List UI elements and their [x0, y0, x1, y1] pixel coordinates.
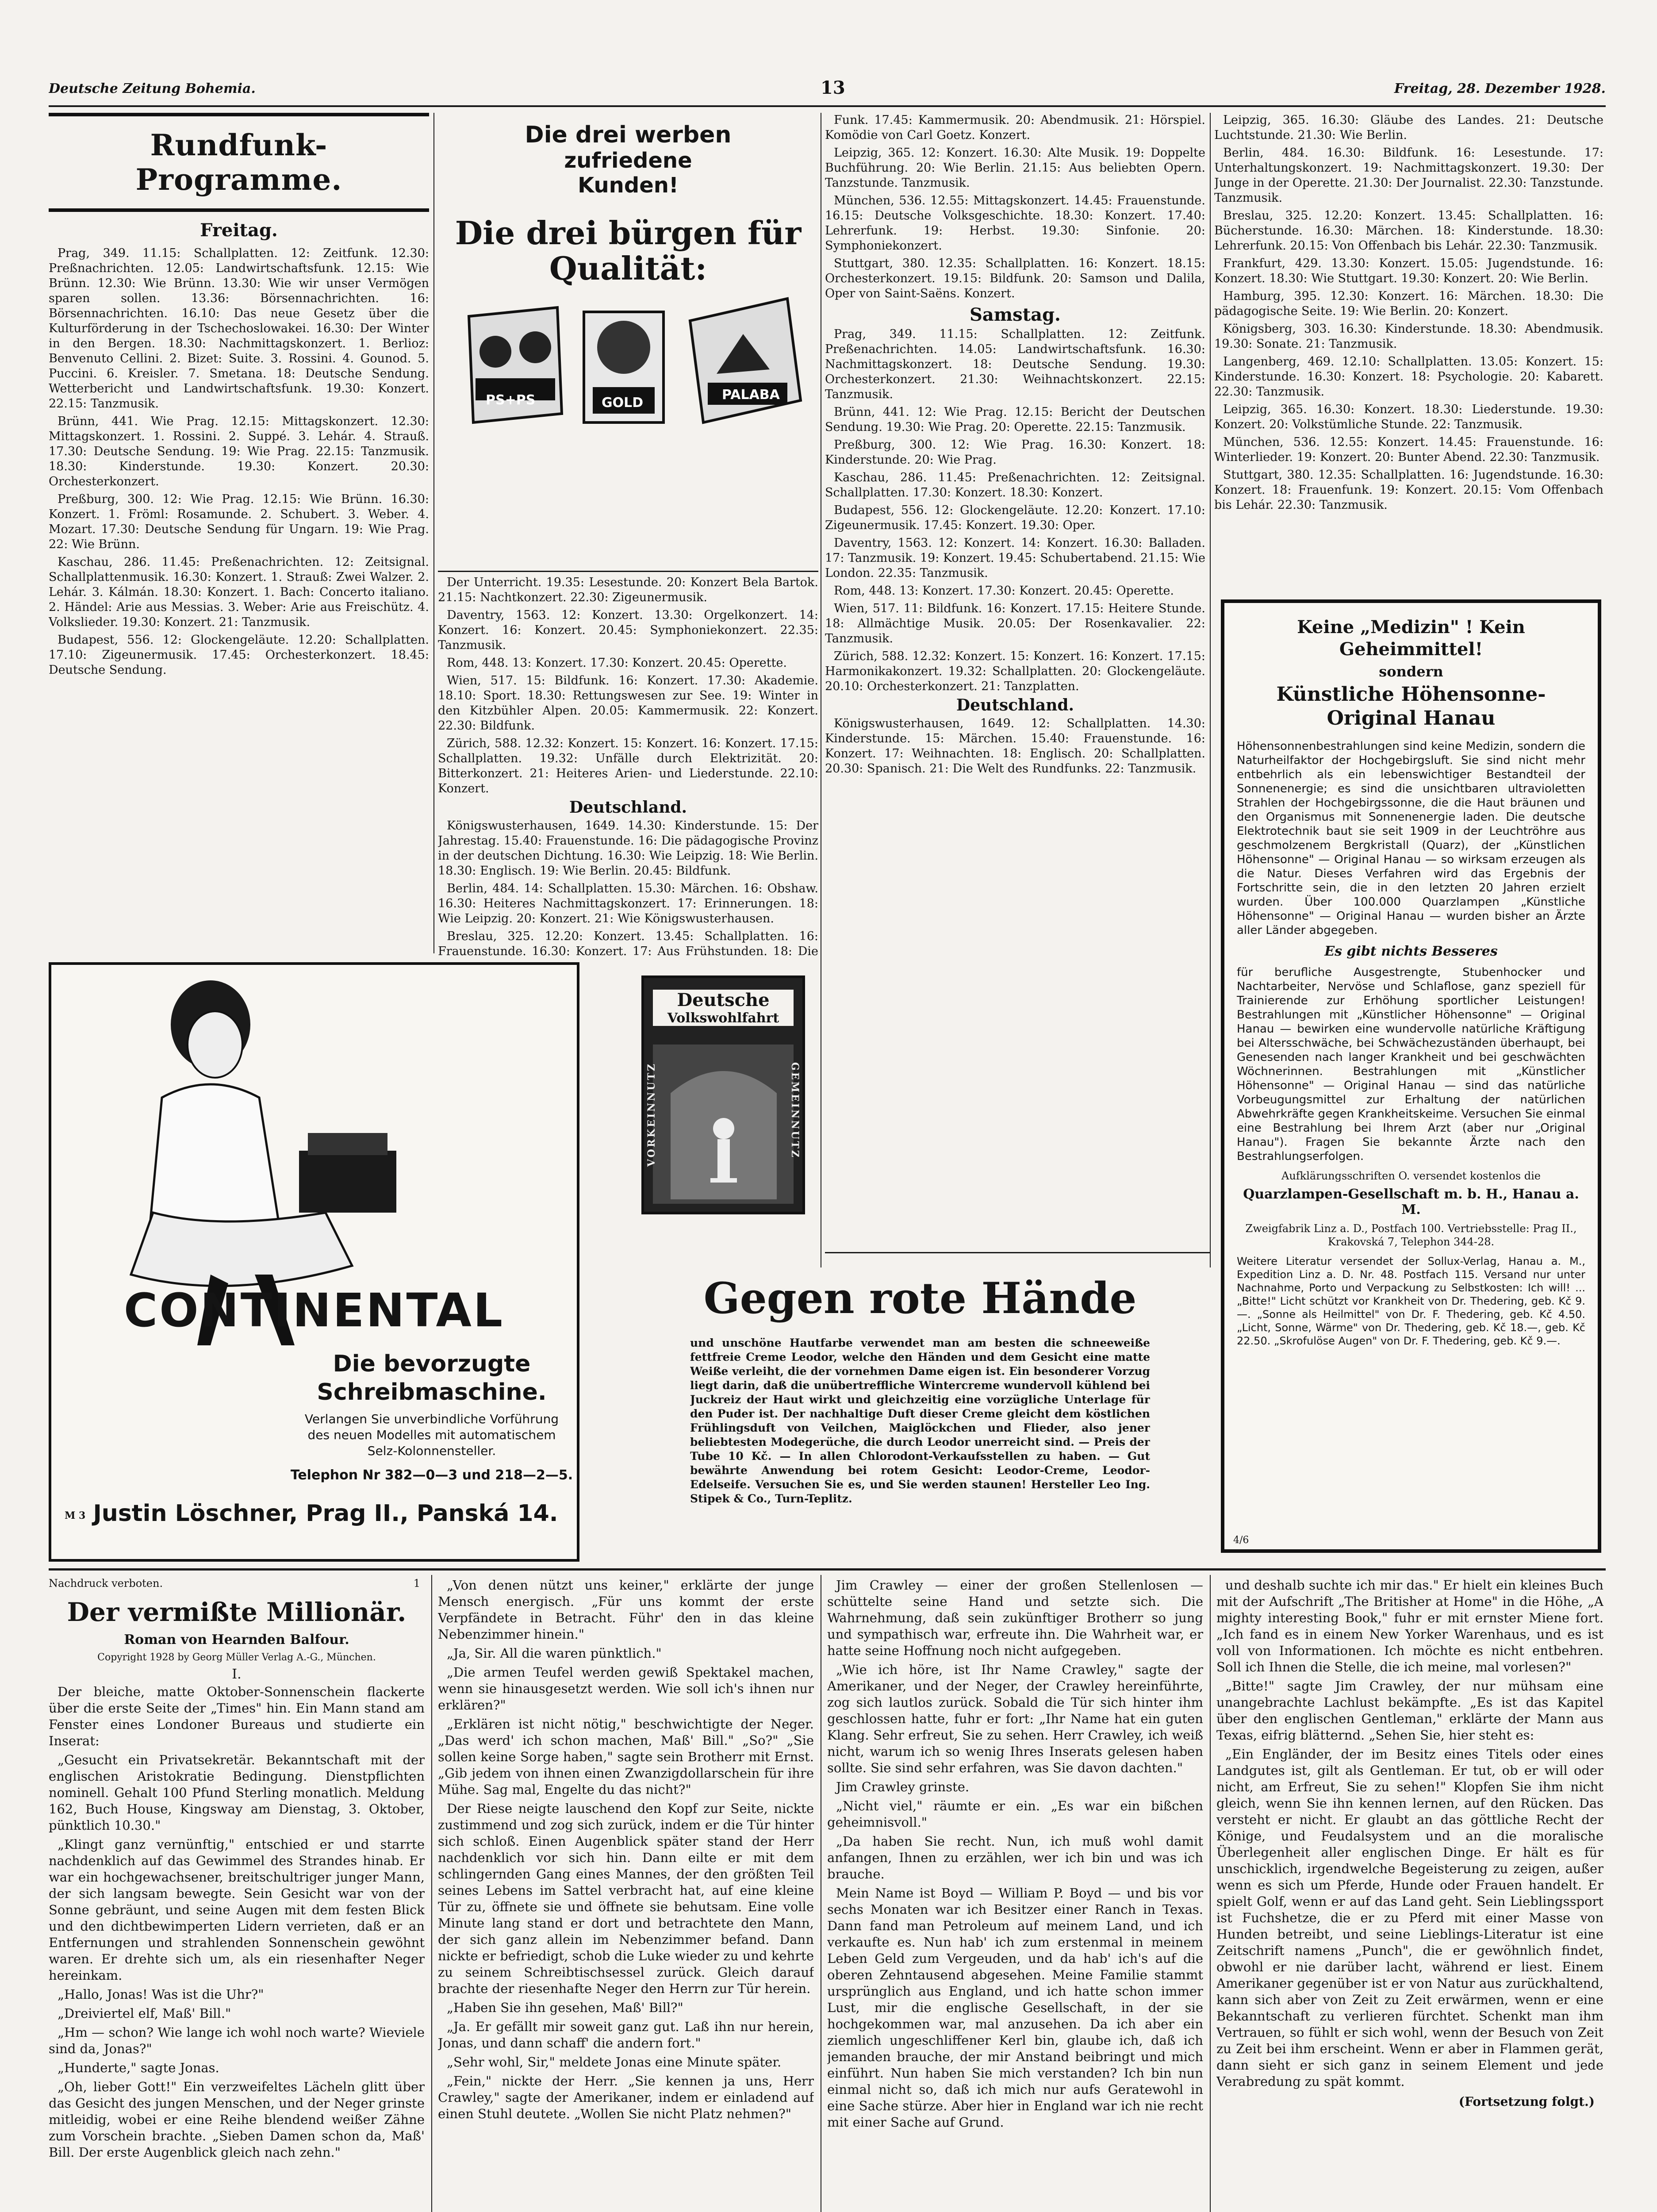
- novel-paragraph: „Hallo, Jonas! Was ist die Uhr?": [58, 1987, 264, 2002]
- novel-paragraph: „Oh, lieber Gott!" Ein verzweifeltes Lächeln glitt über das Gesicht des jungen Menschen, und der Neger grinste mitleidig, wobei er eine Reihe blendend weißer Zähne zum Vorschein brachte. „Sieben Damen schon da, Maß' Bill. Der erste Augenblick gleich nach zehn.": [49, 2079, 425, 2160]
- radio-entry: Budapest, 556. 12: Glockengeläute. 12.20: Schallplatten. 17.10: Zigeunermusik. 17.45: Orchesterkonzert. 18.45: Deutsche Sendung.: [49, 633, 429, 677]
- radio-entry: Zürich, 588. 12.32: Konzert. 15: Konzert. 16: Konzert. 17.15: Harmonikakonzert. 19.32: Schallplatten. 20: Glockengeläute. 20.10: Orchesterkonzert. 21: Tanzplatten.: [825, 649, 1205, 693]
- novel-paragraph: „Hm — schon? Wie lange ich wohl noch warte? Wieviele sind da, Jonas?": [49, 2025, 425, 2056]
- typewriter-sub-1: Verlangen Sie unverbindliche Vorführung: [304, 1412, 559, 1426]
- novel-paragraph: „Wie ich höre, ist Ihr Name Crawley," sagte der Amerikaner, und der Neger, der Crawley hereinführte, zog sich lautlos zurück. Sobald die Tür sich hinter ihm geschlossen hatte, fuhr er fort: „Ihr Name hat ein guten Klang. Sehr erfreut, Sie zu sehen. Herr Crawley, ich weiß nicht, warum ich so wenig Ihres Inserats gelesen haben sollte. Sie sind sehr erfahren, was Sie davon dachten.": [827, 1662, 1203, 1775]
- tea-ad-line-1: Die drei werben: [525, 122, 732, 148]
- radio-entry: Leipzig, 365. 16.30: Gläube des Landes. 21: Deutsche Luchtstunde. 21.30: Wie Berlin.: [1214, 113, 1603, 142]
- hands-ad-title: Gegen rote Hände: [703, 1274, 1137, 1323]
- novel-paragraph: „Von denen nützt uns keiner," erklärte der junge Mensch energisch. „Für uns kommt der erste Verpfändete in Betracht. Führ' den in das kleine Nebenzimmer hinein.": [438, 1578, 814, 1642]
- sun-ad-body: Höhensonnenbestrahlungen sind keine Medizin, sondern die Naturheilfaktor der Hochgebirgsluft. Sie sind nicht mehr entbehrlich als ein lebenswichtiger Bestandteil der Sonnenenergie; es sind die unsichtbaren ultravioletten Strahlen der Hochgebirgssonne, die die Haut bräunen und den Organismus mit Sonnenenergie laden. Die deutsche Elektrotechnik baut sie seit 1909 in der Leuchtröhre aus geschmolzenem Bergkristall (Quarz), der „Künstlichen Höhensonne" — Original Hanau — so wirksam erzeugen als die Natur. Dieses Verfahren wird das Ergebnis der Fortschritte sein, die in den letzten 20 Jahren erzielt wurden. Über 100.000 Quarzlampen „Künstliche Höhensonne" — Original Hanau — wurden bisher an Ärzte aller Länder abgegeben.: [1237, 740, 1585, 937]
- radio-entry: Der Unterricht. 19.35: Lesestunde. 20: Konzert Bela Bartok. 21.15: Nachtkonzert. 22.30: Zigeunermusik.: [438, 576, 818, 604]
- sun-ad-request: Aufklärungsschriften O. versendet kostenlos die: [1281, 1170, 1541, 1182]
- novel-paragraph: Der bleiche, matte Oktober-Sonnenschein flackerte über die erste Seite der „Times" hin. Ein Mann stand am Fenster eines Londoner Bureaus und studierte ein Inserat:: [49, 1684, 425, 1748]
- column-divider: [431, 1575, 432, 2212]
- sun-ad-product-name: Künstliche Höhensonne-Original Hanau: [1276, 683, 1546, 730]
- radio-entry: Königswusterhausen, 1649. 14.30: Kinderstunde. 15: Der Jahrestag. 15.40: Frauenstunde. 16: Die pädagogische Provinz in der deutschen Dichtung. 16.30: Wie Leipzig. 18: Wie Berlin. 18.30: Englisch. 19: Wie Berlin. 20.45: Bildfunk.: [438, 819, 818, 878]
- radio-entry: Preßburg, 300. 12: Wie Prag. 12.15: Wie Brünn. 16.30: Konzert. 1. Fröml: Rosamunde. 2. Schubert. 3. Weber. 4. Mozart. 17.30: Deutsche Sendung für Ungarn. 19: Wie Prag. 22: Wie Brünn.: [49, 492, 429, 551]
- page-header: [49, 77, 1606, 104]
- column-divider: [1210, 1575, 1211, 2212]
- novel-paragraph: „Klingt ganz vernünftig," entschied er und starrte nachdenklich auf das Gewimmel des Strandes hinab. Er war ein hochgewachsener, breitschultriger junger Mann, der sich langsam bewegte. Sein Gesicht war von der Sonne gebräunt, und seine Augen mit dem festen Blick und den dichtbewimperten Lidern verrieten, daß er an Entfernungen und strahlenden Sonnenschein gewöhnt waren. Er drehte sich um, als ein riesenhafter Neger hereinkam.: [49, 1837, 425, 1983]
- tea-package-1-label: PS+PS: [486, 392, 536, 408]
- radio-entry: Daventry, 1563. 12: Konzert. 14: Konzert. 16.30: Balladen. 17: Tanzmusik. 19: Konzert. 19.45: Schubertabend. 21.15: Wie London. 22.35: Tanzmusik.: [825, 536, 1205, 580]
- novel-paragraph: Der Riese neigte lauschend den Kopf zur Seite, nickte zustimmend und zog sich zurück, indem er die Tür hinter sich schloß. Einen Augenblick später stand der Herr nachdenklich vor sich hin. Dann eilte er mit dem schlingernden Gang eines Mannes, der den größten Teil seines Lebens im Sattel verbracht hat, auf eine kleine Tür zu, öffnete sie und öffnete sie behutsam. Eine volle Minute lang stand er dort und betrachtete den Mann, der sich ganz allein im Nebenzimmer befand. Dann nickte er befriedigt, schob die Luke wieder zu und kehrte zu seinem Schreibtischsessel zurück. Gleich darauf brachte der riesenhafte Neger den Herrn zur Tür herein.: [438, 1801, 814, 1996]
- sun-ad-literature: Weitere Literatur versendet der Sollux-Verlag, Hanau a. M., Expedition Linz a. D. Nr. 48. Postfach 115. Versand nur unter Nachnahme, Porto und Verpackung zu Selbstkosten: Ich will! ... „Bitte!" Licht schützt vor Krankheit von Dr. Thedering, geb. Kč 9.—. „Sonne als Heilmittel" von Dr. F. Thedering, geb. Kč 4.50. „Licht, Sonne, Wärme" von Dr. Thedering, geb. Kč 18.—, geb. Kč 22.50. „Skrofulöse Augen" von Dr. F. Thedering, geb. Kč 9.—.: [1237, 1255, 1585, 1347]
- novel-copyright: Copyright 1928 by Georg Müller Verlag A.-G., München.: [97, 1652, 376, 1663]
- novel-subtitle: Roman von Hearnden Balfour.: [124, 1632, 349, 1647]
- novel-paragraph: „Fein," nickte der Herr. „Sie kennen ja uns, Herr Crawley," sagte der Amerikaner, indem er einladend auf einen Stuhl deutete. „Wollen Sie nicht Platz nehmen?": [438, 2074, 814, 2121]
- radio-entry: Wien, 517. 15: Bildfunk. 16: Konzert. 17.30: Akademie. 18.10: Sport. 18.30: Rettungswesen zur See. 19: Winter in den Kitzbühler Alpen. 20.05: Kammermusik. 22: Konzert. 22.30: Bildfunk.: [438, 674, 818, 733]
- radio-entry: Berlin, 484. 16.30: Bildfunk. 16: Lesestunde. 17: Unterhaltungskonzert. 19: Nachmittagskonzert. 19.30: Der Junge in der Operette. 21.30: Der Journalist. 22.30: Tanzstunde. Tanzmusik.: [1214, 146, 1603, 205]
- novel-paragraph: „Ja. Er gefällt mir soweit ganz gut. Laß ihn nur herein, Jonas, und dann schaff' die andern fort.": [438, 2019, 814, 2051]
- radio-entry: Brünn, 441. 12: Wie Prag. 12.15: Bericht der Deutschen Sendung. 19.30: Wie Prag. 20: Operette. 22.15: Tanzmusik.: [825, 405, 1205, 434]
- poster-side-text-left: VORKEINNUTZ: [646, 1062, 657, 1167]
- tea-package-3-label: PALABA: [722, 387, 780, 403]
- sun-lamp-advertisement: [1221, 599, 1601, 1553]
- novel-paragraph: „Bitte!" sagte Jim Crawley, der nur mühsam eine unangebrachte Lachlust bekämpfte. „Es ist das Kapitel über den englischen Gentleman," erklärte der Mann aus Texas, eifrig blätternd. „Sehen Sie, hier steht es:: [1216, 1678, 1603, 1743]
- novel-paragraph: „Erklären ist nicht nötig," beschwichtigte der Neger. „Das werd' ich schon machen, Maß' Bill." „So?" „Sie sollen keine Sorge haben," sagte sein Brotherr mit Ernst. „Gib jedem von ihnen einen Zwanzigdollarschein für ihre Mühe. Sag mal, Engelte du das nicht?": [438, 1717, 814, 1797]
- novel-installment-number: 1: [413, 1577, 420, 1590]
- radio-day-heading-friday: Freitag.: [200, 220, 278, 241]
- tea-ad-headline: Die drei bürgen für Qualität:: [455, 214, 802, 287]
- radio-column-2: [438, 575, 818, 960]
- novel-chapter: I.: [232, 1667, 242, 1682]
- radio-entry: Rom, 448. 13: Konzert. 17.30: Konzert. 20.45: Operette.: [834, 584, 1174, 598]
- radio-listing: [49, 246, 429, 678]
- novel-paragraph: „Sehr wohl, Sir," meldete Jonas eine Minute später.: [447, 2055, 782, 2070]
- poster-side-text-right: GEMEINNUTZ: [789, 1062, 801, 1159]
- radio-entry: Wien, 517. 11: Bildfunk. 16: Konzert. 17.15: Heitere Stunde. 18: Allmächtige Musik. 20.05: Der Rosenkavalier. 22: Tanzmusik.: [825, 602, 1205, 645]
- typewriter-dealer: Justin Löschner, Prag II., Panská 14.: [93, 1500, 558, 1527]
- sun-ad-branch: Zweigfabrik Linz a. D., Postfach 100. Vertriebsstelle: Prag II., Krakovská 7, Telephon 344-28.: [1245, 1222, 1577, 1248]
- tea-package-3: [690, 299, 801, 422]
- radio-entry: Rom, 448. 13: Konzert. 17.30: Konzert. 20.45: Operette.: [447, 656, 787, 670]
- novel-column-3: [827, 1577, 1203, 2212]
- hands-cream-advertisement: [690, 1274, 1150, 1562]
- novel-paragraph: Jim Crawley grinste.: [836, 1779, 970, 1794]
- header-page-number: 13: [821, 77, 845, 98]
- novel-column-4: [1216, 1577, 1603, 2212]
- radio-entry: Berlin, 484. 14: Schallplatten. 15.30: Märchen. 16: Obshaw. 16.30: Heiteres Nachmittagskonzert. 17: Erinnerungen. 18: Wie Leipzig. 20: Konzert. 21: Wie Königswusterhausen.: [438, 882, 818, 926]
- radio-entry: Langenberg, 469. 12.10: Schallplatten. 13.05: Konzert. 15: Kinderstunde. 16.30: Konzert. 18: Psychologie. 20: Kabarett. 22.30: Tanzmusik.: [1214, 355, 1603, 399]
- header-rule: [49, 105, 1606, 107]
- column-divider: [1210, 113, 1211, 1267]
- radio-entry: Leipzig, 365. 12: Konzert. 16.30: Alte Musik. 19: Doppelte Buchführung. 20: Wie Berlin. 21.15: Aus beliebten Opern. Tanzstunde. Tanzmusik.: [825, 146, 1205, 190]
- hands-ad-body: und unschöne Hautfarbe verwendet man am besten die schneeweiße fettfreie Creme Leodor, welche den Händen und dem Gesicht eine matte Weiße verleiht, die der vornehmen Dame eigen ist. Ein besonderer Vorzug liegt darin, daß die unübertreffliche Wintercreme wundervoll kühlend bei Juckreiz der Haut wirkt und gleichzeitig eine vorzügliche Unterlage für den Puder ist. Der nachhaltige Duft dieser Creme gleicht dem köstlichen Frühlingsduft von Veilchen, Maiglöckchen und Flieder, also jener beliebtesten Modegerüche, die durch Leodor unerreicht sind. — Preis der Tube 10 Kč. — In allen Chlorodont-Verkaufsstellen zu haben. — Gut bewährte Anwendung bei rotem Gesicht: Leodor-Creme, Leodor-Edelseife. Versuchen Sie es, und Sie werden staunen! Hersteller Leo Ing. Stipek & Co., Turn-Teplitz.: [690, 1336, 1150, 1505]
- novel-column-2: [438, 1577, 814, 2212]
- sun-ad-connector: sondern: [1379, 663, 1443, 680]
- novel-paragraph: Jim Crawley — einer der großen Stellenlosen — schüttelte seine Hand und setzte sich. Die Wahrnehmung, daß sein zukünftiger Brotherr so jung und sympathisch war, erfreute ihn. Die Wahrheit war, er hatte seine Hoffnung noch nicht aufgegeben.: [827, 1578, 1203, 1658]
- novel-paragraph: „Gesucht ein Privatsekretär. Bekanntschaft mit der englischen Aristokratie Bedingung. Dienstpflichten nominell. Gehalt 100 Pfund Sterling monatlich. Meldung 162, Buch House, Kingsway am Dienstag, 3. Oktober, pünktlich 10.30.": [49, 1752, 425, 1833]
- hands-ad-top-rule: [825, 1252, 1210, 1253]
- typewriter-phone: Telephon Nr 382—0—3 und 218—2—5.: [290, 1467, 573, 1483]
- radio-entry: Kaschau, 286. 11.45: Preßenachrichten. 12: Zeitsignal. Schallplattenmusik. 16.30: Konzert. 1. Strauß: Zwei Walzer. 2. Lehár. 3. Kálmán. 18.30: Konzert. 1. Bach: Concerto italiano. 2. Händel: Arie aus Messias. 3. Weber: Arie aus Freischütz. 4. Volkslieder. 19.30: Konzert. 21: Tanzmusik.: [49, 555, 429, 629]
- header-date: Freitag, 28. Dezember 1928.: [1394, 81, 1606, 96]
- column-divider: [433, 113, 434, 953]
- radio-entry: Hamburg, 395. 12.30: Konzert. 16: Märchen. 18.30: Die pädagogische Seite. 19: Wie Berlin. 20: Konzert.: [1214, 289, 1603, 318]
- typewriter-sub-2: des neuen Modelles mit automatischem: [307, 1428, 556, 1442]
- radio-section-heading: Deutschland.: [956, 696, 1074, 714]
- radio-entry: Königswusterhausen, 1649. 12: Schallplatten. 14.30: Kinderstunde. 15: Märchen. 15.40: Frauenstunde. 16: Konzert. 17: Weihnachten. 18: Englisch. 20: Schallplatten. 20.30: Spanisch. 21: Die Welt des Rundfunks. 22: Tanzmusik.: [825, 717, 1205, 776]
- radio-column-3: [825, 113, 1205, 1245]
- tea-ad-bottom-rule: [438, 571, 818, 572]
- radio-entry: München, 536. 12.55: Konzert. 14.45: Frauenstunde. 16: Winterlieder. 19: Konzert. 20: Bunter Abend. 22.30: Tanzmusik.: [1214, 435, 1603, 464]
- tea-package-2-label: GOLD: [602, 395, 644, 411]
- feuilleton-rule: [49, 1568, 1606, 1571]
- novel-paragraph: „Da haben Sie recht. Nun, ich muß wohl damit anfangen, Ihnen zu erzählen, wer ich bin und was ich brauche.: [827, 1834, 1203, 1882]
- reprint-notice: Nachdruck verboten.: [49, 1577, 163, 1590]
- novel-paragraph: „Hunderte," sagte Jonas.: [58, 2060, 219, 2075]
- novel-paragraph: „Haben Sie ihn gesehen, Maß' Bill?": [447, 2000, 683, 2015]
- tea-ad-line-3: Kunden!: [578, 173, 679, 198]
- poster-illustration: [644, 1040, 802, 1208]
- poster-line-2: Volkswohlfahrt: [653, 1010, 794, 1026]
- typewriter-advertisement: [49, 962, 579, 1562]
- radio-entry: Stuttgart, 380. 12.35: Schallplatten. 16: Jugendstunde. 16.30: Konzert. 18: Frauenfunk. 19: Konzert. 20.15: Vom Offenbach bis Lehár. 22.30: Tanzmusik.: [1214, 468, 1603, 512]
- novel-continuation-note: (Fortsetzung folgt.): [1458, 2094, 1595, 2109]
- radio-programs-title: Rundfunk-Programme.: [49, 113, 429, 212]
- radio-day-heading-saturday: Samstag.: [970, 304, 1061, 325]
- typewriter-brand: CONTINENTAL: [123, 1283, 505, 1337]
- radio-entry: Daventry, 1563. 12: Konzert. 13.30: Orgelkonzert. 14: Konzert. 16: Konzert. 20.45: Symphoniekonzert. 22.35: Tanzmusik.: [438, 608, 818, 652]
- novel-paragraph: „Dreiviertel elf, Maß' Bill.": [58, 2006, 231, 2021]
- tea-packages: [451, 281, 805, 431]
- radio-section-heading: Deutschland.: [569, 798, 687, 817]
- sun-ad-subheading: Es gibt nichts Besseres: [1324, 944, 1498, 959]
- radio-entry: Preßburg, 300. 12: Wie Prag. 16.30: Konzert. 18: Kinderstunde. 20: Wie Prag.: [825, 438, 1205, 467]
- novel-paragraph: Mein Name ist Boyd — William P. Boyd — und bis vor sechs Monaten war ich Besitzer einer Ranch in Texas. Dann fand man Petroleum auf meinem Land, und ich verkaufte es. Nun hab' ich zum erstenmal in meinem Leben Geld zum Vergeuden, und da hab' ich's auf die oberen Zehntausend abgesehen. Meine Familie stammt ursprünglich aus England, und ich hatte schon immer Lust, mir die englische Gesellschaft, in der sie hochgekommen war, mal anzusehen. Da ich aber ein ziemlich ungeschliffener Kerl bin, glaube ich, daß ich jemanden brauche, der mir Anstand beibringt und mich einführt. Nun haben Sie mich verstanden? Ich bin nun einmal nicht so, daß ich mich nur aufs Geratewohl in eine Sache stürze. Aber hier in England war ich nie recht mit einer Sache auf Grund.: [827, 1886, 1203, 2130]
- poster-line-1: Deutsche: [653, 990, 794, 1010]
- novel-title: Der vermißte Millionär.: [67, 1597, 407, 1627]
- radio-entry: München, 536. 12.55: Mittagskonzert. 14.45: Frauenstunde. 16.15: Deutsche Volksgeschichte. 18.30: Konzert. 17.40: Lehrerfunk. 19: Herbst. 19.30: Sinfonie. 20: Symphoniekonzert.: [825, 194, 1205, 253]
- radio-entry: Budapest, 556. 12: Glockengeläute. 12.20: Konzert. 17.10: Zigeunermusik. 17.45: Konzert. 19.30: Oper.: [825, 503, 1205, 532]
- sun-ad-headline: Keine „Medizin" ! Kein Geheimmittel!: [1297, 617, 1525, 660]
- novel-paragraph: „Nicht viel," räumte er ein. „Es war ein bißchen geheimnisvoll.": [827, 1798, 1203, 1830]
- novel-paragraph: „Die armen Teufel werden gewiß Spektakel machen, wenn sie hinausgesetzt werden. Wie soll ich's ihnen nur erklären?": [438, 1665, 814, 1713]
- typewriter-sub-3: Selz-Kolonnensteller.: [367, 1444, 496, 1458]
- sun-ad-code: 4/6: [1233, 1535, 1249, 1546]
- sun-ad-benefits: für berufliche Ausgestrengte, Stubenhocker und Nachtarbeiter, Nervöse und Schlaflose, ganz speziell für Trainierende zur Erhöhung sportlicher Leistungen! Bestrahlungen mit „Künstlicher Höhensonne" — Original Hanau — bewirken eine wundervolle natürliche Kräftigung bei Altersschwäche, bei Schwächezuständen überhaupt, bei Genesenden nach langer Krankheit und bei geschwächten Wöchnerinnen. Bestrahlungen mit „Künstlicher Höhensonne" — Original Hanau — sind das natürliche Vorbeugungsmittel zur Erhaltung der natürlichen Abwehrkräfte gegen Krankheitskeime. Versuchen Sie einmal eine Bestrahlung bei Ihrem Arzt (aber nur „Original Hanau"). Fragen Sie bekannte Ärzte nach den Bestrahlungserfolgen.: [1237, 966, 1585, 1163]
- radio-entry: Breslau, 325. 12.20: Konzert. 13.45: Schallplatten. 16: Bücherstunde. 16.30: Märchen. 18: Kinderstunde. 18.30: Lehrerfunk. 20.15: Von Offenbach bis Lehár. 22.30: Tanzmusik.: [1214, 209, 1603, 253]
- tea-ad-line-2: zufriedene: [564, 148, 692, 173]
- radio-entry: Prag, 349. 11.15: Schallplatten. 12: Zeitfunk. 12.30: Preßnachrichten. 12.05: Landwirtschaftsfunk. 12.15: Wie Brünn. 12.30: Wie Brünn. 13.30: Wie wir unser Vermögen sparen sollen. 13.36: Börsennachrichten. 16: Börsennachrichten. 16.10: Das neue Gesetz über die Kulturförderung in der Tschechoslowakei. 16.30: Der Winter in den Bergen. 18.30: Nachmittagskonzert. 1. Berlioz: Benvenuto Cellini. 2. Bizet: Suite. 3. Rossini. 4. Gounod. 5. Puccini. 6. Kreisler. 7. Smetana. 18: Deutsche Sendung. Wetterbericht und Landwirtschaftsfunk. 19.30: Konzert. 22.15: Tanzmusik.: [49, 246, 429, 411]
- novel-column-1: [49, 1577, 425, 2212]
- radio-column-4: [1214, 113, 1603, 591]
- typewriter-code: M 3: [65, 1510, 86, 1521]
- radio-entry: Funk. 17.45: Kammermusik. 20: Abendmusik. 21: Hörspiel. Komödie von Carl Goetz. Konzert.: [825, 113, 1205, 142]
- radio-entry: Prag, 349. 11.15: Schallplatten. 12: Zeitfunk. Preßenachrichten. 14.05: Landwirtschaftsfunk. 16.30: Nachmittagskonzert. 18: Deutsche Sendung. 19.30: Orchesterkonzert. 21.30: Weihnachtskonzert. 22.15: Tanzmusik.: [825, 327, 1205, 401]
- radio-column-1: [49, 113, 429, 958]
- radio-entry: Stuttgart, 380. 12.35: Schallplatten. 16: Konzert. 18.15: Orchesterkonzert. 19.15: Bildfunk. 20: Samson und Dalila, Oper von Saint-Saëns. Konzert.: [825, 257, 1205, 300]
- radio-entry: Brünn, 441. Wie Prag. 12.15: Mittagskonzert. 12.30: Mittagskonzert. 1. Rossini. 2. Suppé. 3. Lehár. 4. Strauß. 17.30: Deutsche Sendung. 19: Wie Prag. 22.15: Tanzmusik. 18.30: Kinderstunde. 19.30: Konzert. 20.30: Orchesterkonzert.: [49, 415, 429, 488]
- novel-paragraph: „Ein Engländer, der im Besitz eines Titels oder eines Landgutes ist, gilt als Gentleman. Er tut, ob er will oder nicht, am Erfreut, Sie zu sehen!" Klopfen Sie ihm nicht gleich, wenn Sie ihn kennen lernen, auf den Rücken. Das versteht er nicht. Er glaubt an das göttliche Recht der Könige, und Feudalsystem und an die moralische Überlegenheit aller englischen Dinge. Er hält es für unschicklich, irgendwelche Begeisterung zu zeigen, außer wenn es sich um Pferde, Hunde oder Frauen handelt. Er spielt Golf, wenn er auf das Land geht. Sein Lieblingssport ist Fuchshetze, die er zu Pferd mit einer Masse von Hunden betreibt, und seine Lieblings-Literatur ist eine Zeitschrift namens „Punch", die er gewöhnlich findet, obwohl er nie darüber lacht, während er liest. Einem Amerikaner gegenüber ist er von Natur aus zurückhaltend, kann sich aber von Zeit zu Zeit erwärmen, wenn er eine Bekanntschaft zu verlieren fürchtet. Schenkt man ihm Vertrauen, so fühlt er sich wohl, wenn der Besuch von Zeit zu Zeit bei ihm erscheint. Wenn er aber in Flammen gerät, dann sieht er sich ganz in seinem Element und jede Verabredung zu spät kommt.: [1216, 1747, 1603, 2089]
- radio-entry: Zürich, 588. 12.32: Konzert. 15: Konzert. 16: Konzert. 17.15: Schallplatten. 19.32: Unfälle durch Elektrizität. 20: Bitterkonzert. 21: Heiteres Arien- und Liederstunde. 22.10: Konzert.: [438, 737, 818, 795]
- novel-text: [49, 1684, 425, 2161]
- radio-entry: Leipzig, 365. 16.30: Konzert. 18.30: Liederstunde. 19.30: Konzert. 20: Volkstümliche Stunde. 22: Tanzmusik.: [1214, 403, 1603, 431]
- radio-entry: Frankfurt, 429. 13.30: Konzert. 15.05: Jugendstunde. 16: Konzert. 18.30: Wie Stuttgart. 19.30: Konzert. 20: Wie Berlin.: [1214, 257, 1603, 285]
- radio-entry: Kaschau, 286. 11.45: Preßenachrichten. 12: Zeitsignal. Schallplatten. 17.30: Konzert. 18.30: Konzert.: [825, 471, 1205, 499]
- typewriter-tagline: Die bevorzugte Schreibmaschine.: [317, 1351, 547, 1406]
- novel-paragraph: und deshalb suchte ich mir das." Er hielt ein kleines Buch mit der Aufschrift „The Britisher at Home" in die Höhe, „A mighty interesting Book," fuhr er mit ernster Miene fort. „Ich fand es in einem New Yorker Warenhaus, und es ist voll von Informationen. Ich möchte es nicht entbehren. Soll ich Ihnen die Stelle, die ich meine, mal vorlesen?": [1216, 1578, 1603, 1674]
- sun-ad-company: Quarzlampen-Gesellschaft m. b. H., Hanau a. M.: [1243, 1187, 1579, 1217]
- header-paper-name: Deutsche Zeitung Bohemia.: [49, 81, 256, 96]
- welfare-poster: [641, 975, 805, 1214]
- radio-entry: Breslau, 325. 12.20: Konzert. 13.45: Schallplatten. 16: Frauenstunde. 16.30: Konzert. 17: Aus Frühstunden. 18: Die: [438, 929, 818, 958]
- radio-entry: Königsberg, 303. 16.30: Kinderstunde. 18.30: Abendmusik. 19.30: Sonate. 21: Tanzmusik.: [1214, 322, 1603, 351]
- novel-paragraph: „Ja, Sir. All die waren pünktlich.": [447, 1646, 662, 1661]
- tea-advertisement: [438, 113, 818, 568]
